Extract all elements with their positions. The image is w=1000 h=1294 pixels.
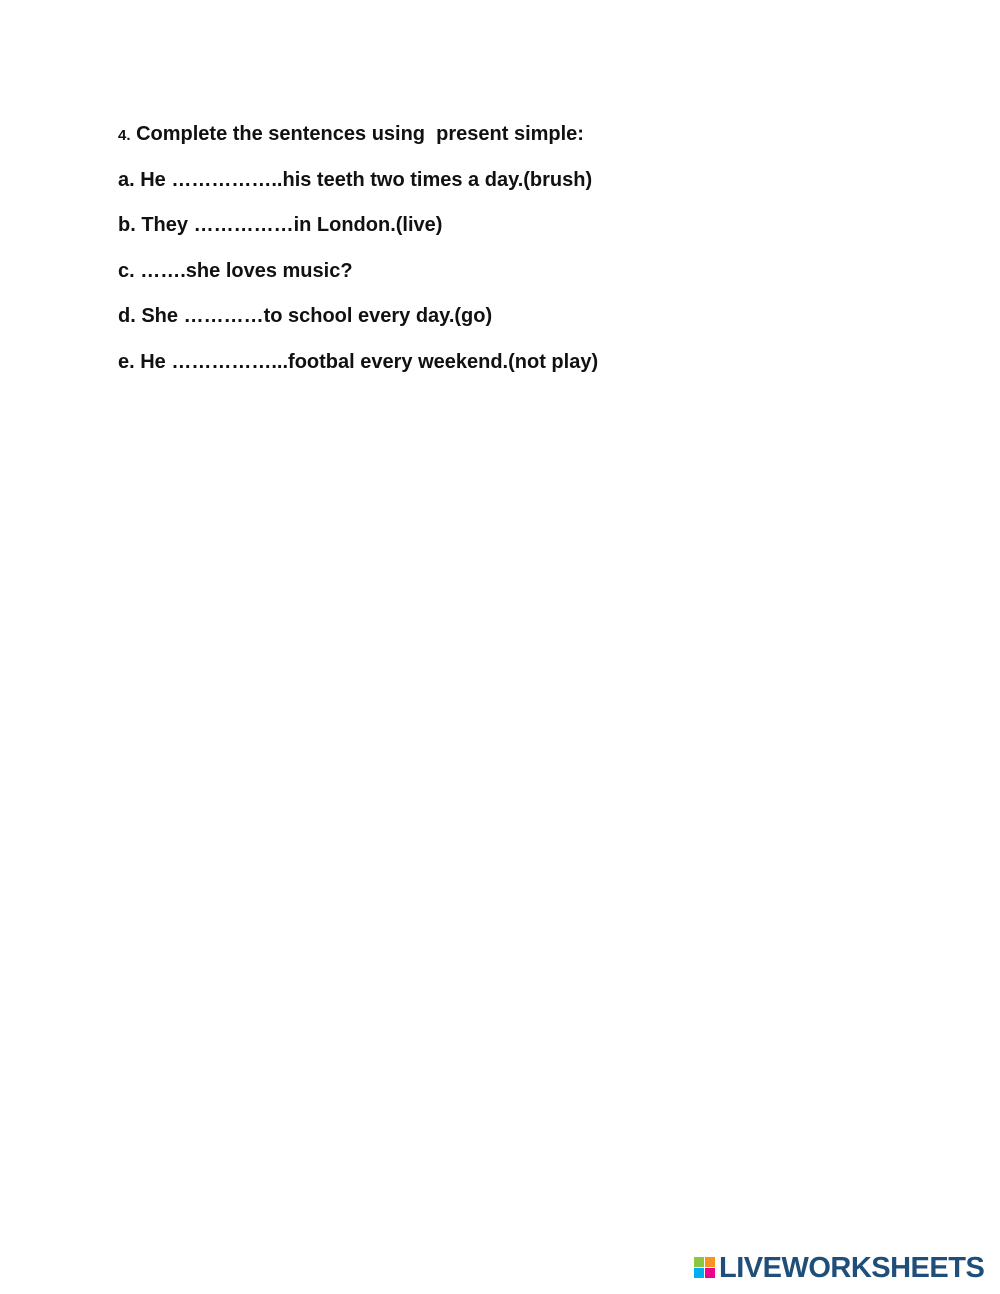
logo-mark-square <box>694 1268 704 1278</box>
sentence-b: b. They ……………in London.(live) <box>118 214 443 236</box>
sentence-d: d. She …………to school every day.(go) <box>118 305 493 327</box>
worksheet-content <box>118 112 878 385</box>
liveworksheets-logo <box>694 1252 984 1284</box>
logo-mark-square <box>705 1268 715 1278</box>
logo-mark-square <box>694 1257 704 1267</box>
logo-mark-icon <box>694 1257 716 1279</box>
logo-text: LIVEWORKSHEETS <box>719 1251 985 1284</box>
logo-mark-square <box>705 1257 715 1267</box>
exercise-title <box>118 112 878 158</box>
exercise-number: 4. <box>118 127 131 144</box>
sentence-e: e. He ……………...footbal every weekend.(not play) <box>118 350 599 373</box>
sentence-c: c. …….she loves music? <box>118 259 353 282</box>
exercise-instruction: Complete the sentences using present simple: <box>130 123 584 145</box>
sentence-a: a. He ……………..his teeth two times a day.(brush) <box>118 168 593 191</box>
